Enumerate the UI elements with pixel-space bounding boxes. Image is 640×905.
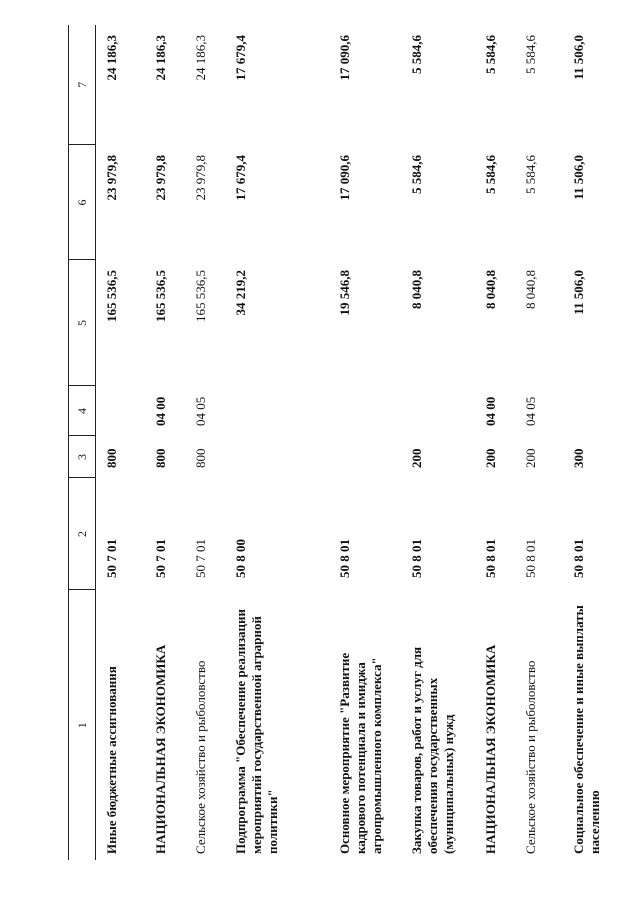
row-name: Основное мероприятие "Развитие кадрового потенциала и имиджа агропромышленного комплекса" xyxy=(337,652,384,854)
row-code: 50 8 01 xyxy=(409,539,424,578)
table-row xyxy=(145,25,185,860)
row-section xyxy=(563,386,607,436)
row-type: 200 xyxy=(483,448,498,468)
row-value-5: 11 506,0 xyxy=(571,270,586,315)
row-value-6: 11 506,0 xyxy=(571,155,586,200)
row-name: Закупка товаров, работ и услуг для обеспечения государственных (муниципальных) нужд xyxy=(409,646,456,854)
row-section xyxy=(96,386,146,436)
row-name: Иные бюджетные ассигнования xyxy=(104,666,119,854)
row-code: 50 8 01 xyxy=(523,539,538,578)
table-row xyxy=(225,25,329,860)
row-value-5: 165 536,5 xyxy=(153,270,168,322)
row-section xyxy=(329,386,401,436)
column-header: 7 xyxy=(69,25,96,145)
row-name: Сельское хозяйство и рыболовство xyxy=(523,660,538,854)
row-value-6: 5 584,6 xyxy=(523,155,538,194)
column-header: 1 xyxy=(69,590,96,860)
row-name: Подпрограмма "Обеспечение реализации мероприятий государственной аграрной политики" xyxy=(233,608,280,854)
row-type: 800 xyxy=(153,448,168,468)
row-value-6: 5 584,6 xyxy=(409,155,424,194)
row-type: 300 xyxy=(571,448,586,468)
row-code: 50 7 01 xyxy=(193,539,208,578)
row-section xyxy=(225,386,329,436)
row-code: 50 8 01 xyxy=(337,539,352,578)
row-value-6: 17 090,6 xyxy=(337,155,352,201)
column-header: 2 xyxy=(69,478,96,590)
table-row xyxy=(563,25,607,860)
row-section: 04 05 xyxy=(193,396,208,426)
row-value-5: 165 536,5 xyxy=(193,270,208,322)
row-type xyxy=(329,436,401,478)
table-header-row xyxy=(69,25,96,860)
table-row xyxy=(401,25,475,860)
row-value-7: 5 584,6 xyxy=(523,35,538,74)
page-number xyxy=(5,0,25,436)
row-section xyxy=(401,386,475,436)
row-value-5: 19 546,8 xyxy=(337,270,352,316)
row-section: 04 00 xyxy=(153,396,168,426)
row-code: 50 7 01 xyxy=(104,539,119,578)
row-value-7: 24 186,3 xyxy=(153,35,168,81)
row-name: Социальное обеспечение и иные выплаты населению xyxy=(571,605,602,854)
table-row xyxy=(329,25,401,860)
row-value-7: 17 090,6 xyxy=(337,35,352,81)
table-row xyxy=(96,25,146,860)
row-name: НАЦИОНАЛЬНАЯ ЭКОНОМИКА xyxy=(153,644,168,854)
budget-table xyxy=(68,25,607,860)
row-value-7: 24 186,3 xyxy=(193,35,208,81)
row-code: 50 8 01 xyxy=(571,539,586,578)
row-value-5: 8 040,8 xyxy=(523,270,538,309)
row-section: 04 05 xyxy=(523,396,538,426)
row-type xyxy=(225,436,329,478)
column-header: 4 xyxy=(69,386,96,436)
row-value-6: 23 979,8 xyxy=(193,155,208,201)
row-type: 200 xyxy=(523,448,538,468)
row-value-7: 5 584,6 xyxy=(483,35,498,74)
row-value-5: 34 219,2 xyxy=(233,270,248,316)
row-code: 50 7 01 xyxy=(153,539,168,578)
row-value-7: 24 186,3 xyxy=(104,35,119,81)
row-value-6: 23 979,8 xyxy=(153,155,168,201)
row-value-7: 11 506,0 xyxy=(571,35,586,80)
table-row xyxy=(185,25,225,860)
row-value-7: 17 679,4 xyxy=(233,35,248,81)
row-value-7: 5 584,6 xyxy=(409,35,424,74)
table-row xyxy=(475,25,515,860)
column-header: 6 xyxy=(69,145,96,260)
row-code: 50 8 01 xyxy=(483,539,498,578)
row-value-5: 165 536,5 xyxy=(104,270,119,322)
row-type: 200 xyxy=(409,448,424,468)
row-value-5: 8 040,8 xyxy=(409,270,424,309)
budget-table-sheet xyxy=(68,25,602,860)
row-value-6: 23 979,8 xyxy=(104,155,119,201)
row-type: 800 xyxy=(193,448,208,468)
row-value-6: 5 584,6 xyxy=(483,155,498,194)
row-code: 50 8 00 xyxy=(233,539,248,578)
column-header: 3 xyxy=(69,436,96,478)
row-section: 04 00 xyxy=(483,396,498,426)
column-header: 5 xyxy=(69,260,96,386)
table-row xyxy=(515,25,563,860)
row-value-5: 8 040,8 xyxy=(483,270,498,309)
row-value-6: 17 679,4 xyxy=(233,155,248,201)
row-name: Сельское хозяйство и рыболовство xyxy=(193,660,208,854)
row-name: НАЦИОНАЛЬНАЯ ЭКОНОМИКА xyxy=(483,644,498,854)
row-type: 800 xyxy=(104,448,119,468)
